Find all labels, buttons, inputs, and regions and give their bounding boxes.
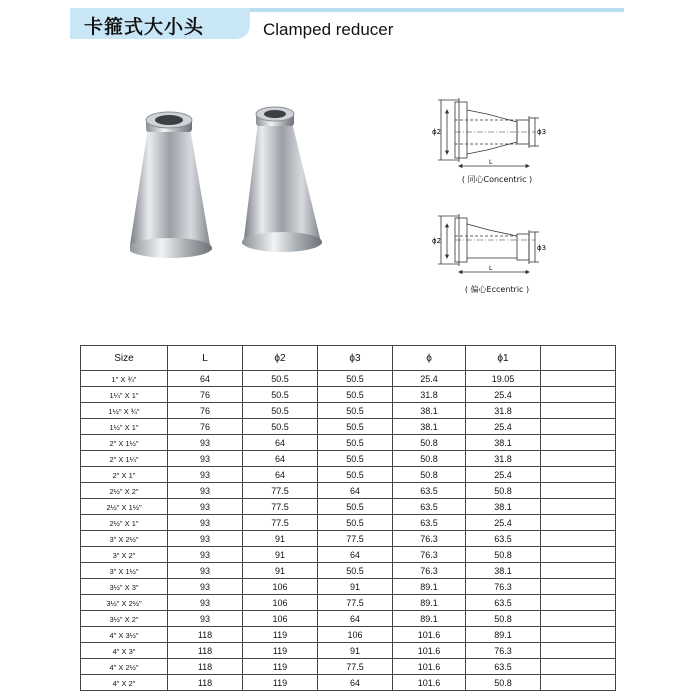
size-cell: 4" X 3½" [81,627,168,643]
size-cell: 1½" X ¾" [81,403,168,419]
table-cell: 63.5 [466,659,541,675]
table-cell: 106 [318,627,393,643]
size-cell: 3½" X 2½" [81,595,168,611]
spec-table [80,345,616,691]
table-cell [541,531,616,547]
size-cell: 2½" X 1" [81,515,168,531]
table-cell [541,467,616,483]
table-cell: 89.1 [393,579,466,595]
table-cell: 64 [243,467,318,483]
table-row [81,595,616,611]
table-cell: 119 [243,643,318,659]
table-cell [541,675,616,691]
table-cell: 25.4 [466,387,541,403]
table-row [81,387,616,403]
label-phi2: ϕ2 [432,237,442,245]
table-row [81,659,616,675]
table-cell: 77.5 [243,483,318,499]
concentric-caption: ( 同心Concentric ) [461,175,533,184]
table-cell [541,595,616,611]
table-cell: 77.5 [318,659,393,675]
label-L: L [489,159,493,166]
size-cell: 4" X 2½" [81,659,168,675]
table-cell: 76 [168,403,243,419]
table-row [81,451,616,467]
table-cell: 64 [318,675,393,691]
table-cell [541,579,616,595]
table-cell: 93 [168,611,243,627]
table-cell: 101.6 [393,627,466,643]
table-header-row [81,346,616,371]
table-cell: 50.5 [318,499,393,515]
size-cell: 2½" X 2" [81,483,168,499]
table-cell: 38.1 [466,563,541,579]
size-cell: 2" X 1½" [81,435,168,451]
size-cell: 2½" X 1½" [81,499,168,515]
table-cell: 19.05 [466,371,541,387]
table-cell: 50.5 [318,403,393,419]
table-cell: 25.4 [466,515,541,531]
col-size: Size [81,346,168,371]
table-cell: 93 [168,483,243,499]
table-cell: 91 [318,643,393,659]
eccentric-drawing [425,210,565,290]
size-cell: 3½" X 2" [81,611,168,627]
table-cell: 50.8 [393,451,466,467]
table-cell: 50.5 [318,515,393,531]
table-cell: 106 [243,611,318,627]
table-row [81,435,616,451]
table-cell: 93 [168,467,243,483]
table-cell: 118 [168,643,243,659]
table-cell: 64 [318,547,393,563]
size-cell: 4" X 2" [81,675,168,691]
label-phi3: ϕ3 [537,244,547,252]
table-cell: 91 [243,531,318,547]
table-cell [541,659,616,675]
table-cell: 77.5 [318,595,393,611]
table-cell [541,643,616,659]
table-row [81,483,616,499]
table-cell: 50.5 [243,419,318,435]
size-cell: 4" X 3" [81,643,168,659]
table-cell: 119 [243,659,318,675]
table-cell: 50.8 [393,467,466,483]
table-cell [541,403,616,419]
table-row [81,419,616,435]
table-cell [541,611,616,627]
table-cell [541,451,616,467]
table-cell: 63.5 [466,531,541,547]
table-cell: 76 [168,387,243,403]
table-cell: 93 [168,579,243,595]
table-cell: 50.5 [318,387,393,403]
table-cell: 64 [318,611,393,627]
table-cell: 106 [243,579,318,595]
table-row [81,643,616,659]
size-cell: 1" X ¾" [81,371,168,387]
table-cell: 63.5 [393,483,466,499]
table-cell: 38.1 [393,403,466,419]
table-cell: 31.8 [466,403,541,419]
table-cell: 118 [168,675,243,691]
label-phi2: ϕ2 [432,128,442,136]
table-row [81,611,616,627]
title-chinese: 卡箍式大小头 [84,16,205,38]
table-cell: 50.8 [466,675,541,691]
table-row [81,579,616,595]
reducer-left [130,112,212,258]
table-cell: 50.5 [318,563,393,579]
table-cell: 89.1 [393,611,466,627]
table-cell: 50.8 [466,547,541,563]
table-cell: 50.5 [318,451,393,467]
table-cell: 76.3 [393,563,466,579]
table-row [81,563,616,579]
table-cell: 101.6 [393,659,466,675]
table-cell: 31.8 [466,451,541,467]
table-cell: 77.5 [243,499,318,515]
table-row [81,467,616,483]
table-cell: 93 [168,451,243,467]
table-cell: 76.3 [466,643,541,659]
table-cell: 50.5 [243,387,318,403]
table-cell: 38.1 [466,435,541,451]
table-cell: 89.1 [466,627,541,643]
title-english: Clamped reducer [263,20,394,39]
col-empty [541,346,616,371]
size-cell: 3" X 1½" [81,563,168,579]
table-cell: 63.5 [466,595,541,611]
table-cell [541,435,616,451]
size-cell: 1½" X 1" [81,419,168,435]
table-row [81,531,616,547]
table-cell [541,483,616,499]
table-cell: 89.1 [393,595,466,611]
table-cell: 119 [243,627,318,643]
col-phi3: ϕ3 [318,346,393,371]
table-cell: 119 [243,675,318,691]
size-cell: 2" X 1¼" [81,451,168,467]
table-cell: 76.3 [393,531,466,547]
table-cell: 118 [168,627,243,643]
size-cell: 1¼" X 1" [81,387,168,403]
size-cell: 3½" X 3" [81,579,168,595]
table-cell: 50.5 [318,419,393,435]
label-phi3: ϕ3 [537,128,547,136]
table-cell: 50.5 [318,371,393,387]
table-row [81,499,616,515]
table-cell: 91 [243,547,318,563]
table-cell: 93 [168,595,243,611]
table-cell: 50.5 [318,435,393,451]
product-photo [130,100,335,275]
table-cell: 64 [168,371,243,387]
table-cell: 31.8 [393,387,466,403]
size-cell: 3" X 2½" [81,531,168,547]
table-cell: 93 [168,435,243,451]
col-L: L [168,346,243,371]
concentric-drawing [425,92,565,172]
table-cell: 76 [168,419,243,435]
table-cell: 76.3 [393,547,466,563]
table-cell: 50.5 [243,403,318,419]
table-cell: 64 [243,435,318,451]
table-row [81,627,616,643]
table-cell: 76.3 [466,579,541,595]
table-cell: 38.1 [466,499,541,515]
table-cell: 91 [318,579,393,595]
table-cell [541,499,616,515]
eccentric-caption: ( 偏心Eccentric ) [464,285,530,294]
table-cell: 38.1 [393,419,466,435]
table-cell: 50.8 [466,611,541,627]
table-cell [541,563,616,579]
table-cell: 118 [168,659,243,675]
table-cell: 64 [243,451,318,467]
table-row [81,371,616,387]
table-cell [541,547,616,563]
table-cell: 77.5 [318,531,393,547]
table-cell: 25.4 [466,419,541,435]
table-cell: 106 [243,595,318,611]
table-cell: 77.5 [243,515,318,531]
table-cell [541,387,616,403]
table-row [81,515,616,531]
size-cell: 2" X 1" [81,467,168,483]
table-cell: 50.5 [318,467,393,483]
table-cell: 93 [168,499,243,515]
table-cell: 50.5 [243,371,318,387]
table-cell: 64 [318,483,393,499]
reducer-right [242,107,322,252]
table-cell: 25.4 [466,467,541,483]
table-cell: 63.5 [393,515,466,531]
col-phi1: ϕ1 [466,346,541,371]
table-cell: 91 [243,563,318,579]
table-cell [541,627,616,643]
table-cell: 50.8 [393,435,466,451]
table-row [81,403,616,419]
size-cell: 3" X 2" [81,547,168,563]
table-cell: 50.8 [466,483,541,499]
label-L: L [489,265,493,272]
col-phi: ϕ [393,346,466,371]
table-cell: 93 [168,531,243,547]
table-cell: 101.6 [393,643,466,659]
table-cell: 93 [168,547,243,563]
table-cell: 93 [168,563,243,579]
col-phi2: ϕ2 [243,346,318,371]
table-row [81,547,616,563]
table-cell: 101.6 [393,675,466,691]
table-cell: 93 [168,515,243,531]
table-cell [541,371,616,387]
table-row [81,675,616,691]
table-cell: 63.5 [393,499,466,515]
table-cell [541,419,616,435]
table-cell: 25.4 [393,371,466,387]
table-cell [541,515,616,531]
